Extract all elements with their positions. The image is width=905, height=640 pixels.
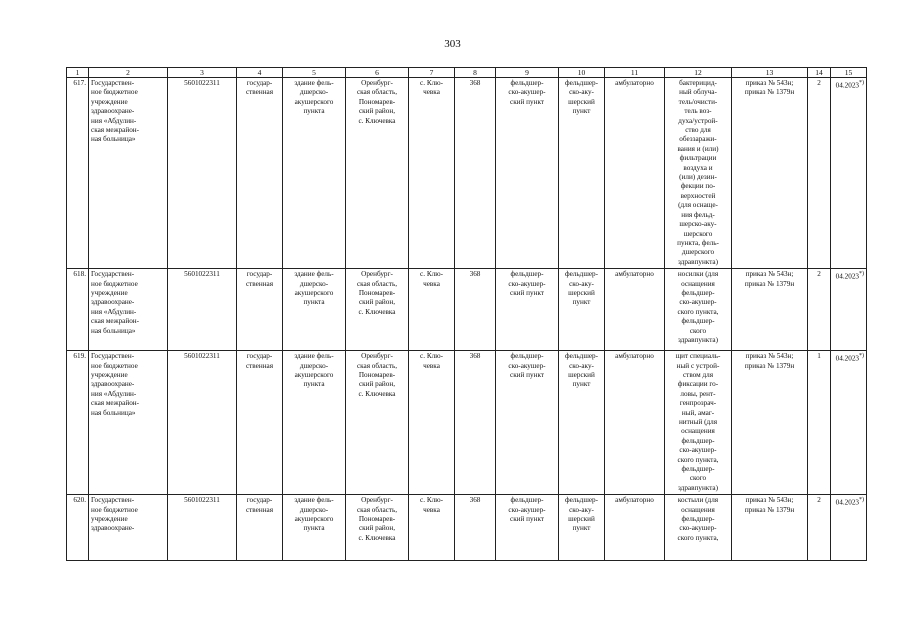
- settlement: с. Клю- чевка: [409, 351, 455, 495]
- inn-code: 5601022311: [168, 495, 237, 561]
- table-row: [67, 269, 867, 351]
- column-number: 13: [732, 68, 808, 78]
- column-number: 7: [409, 68, 455, 78]
- care-conditions: амбулаторно: [605, 351, 665, 495]
- table-row: [67, 351, 867, 495]
- footnote-mark: *): [859, 497, 864, 504]
- care-conditions: амбулаторно: [605, 495, 665, 561]
- facility-type: фельдшер- ско-акушер- ский пункт: [496, 269, 559, 351]
- column-number: 14: [808, 68, 831, 78]
- building-name: здание фель- дшерско- акушерского пункта: [283, 495, 346, 561]
- address: Оренбург- ская область, Пономарев- ский район, с. Ключевка: [346, 495, 409, 561]
- organization-name: Государствен- ное бюджетное учреждение здравоохране- ния «Абдулин- ская межрайон- ная больница»: [89, 78, 168, 269]
- column-number: 9: [496, 68, 559, 78]
- register-table: [66, 67, 867, 561]
- address: Оренбург- ская область, Пономарев- ский район, с. Ключевка: [346, 269, 409, 351]
- column-number: 1: [67, 68, 89, 78]
- settlement: с. Клю- чевка: [409, 269, 455, 351]
- delivery-date: 04.2023*): [831, 269, 867, 351]
- population: 368: [455, 351, 496, 495]
- equipment-name: носилки (для оснащения фельдшер- ско-акушер- ского пункта, фельдшер- ского здравпункта): [665, 269, 732, 351]
- population: 368: [455, 78, 496, 269]
- column-number: 8: [455, 68, 496, 78]
- care-conditions: амбулаторно: [605, 269, 665, 351]
- population: 368: [455, 495, 496, 561]
- ownership-form: государ- ственная: [237, 351, 283, 495]
- quantity: 2: [808, 495, 831, 561]
- regulatory-order: приказ № 543н; приказ № 1379н: [732, 269, 808, 351]
- facility-type: фельдшер- ско-акушер- ский пункт: [496, 351, 559, 495]
- row-number: 617.: [67, 78, 89, 269]
- footnote-mark: *): [859, 353, 864, 360]
- structural-unit: фельдшер- ско-аку- шерский пункт: [559, 78, 605, 269]
- table-row: [67, 78, 867, 269]
- structural-unit: фельдшер- ско-аку- шерский пункт: [559, 269, 605, 351]
- regulatory-order: приказ № 543н; приказ № 1379н: [732, 495, 808, 561]
- footnote-mark: *): [859, 271, 864, 278]
- column-number: 5: [283, 68, 346, 78]
- column-number: 6: [346, 68, 409, 78]
- row-number: 620.: [67, 495, 89, 561]
- row-number: 618.: [67, 269, 89, 351]
- column-number: 3: [168, 68, 237, 78]
- population: 368: [455, 269, 496, 351]
- delivery-date: 04.2023*): [831, 495, 867, 561]
- inn-code: 5601022311: [168, 351, 237, 495]
- address: Оренбург- ская область, Пономарев- ский район, с. Ключевка: [346, 351, 409, 495]
- column-number: 12: [665, 68, 732, 78]
- quantity: 2: [808, 78, 831, 269]
- column-number: 15: [831, 68, 867, 78]
- quantity: 1: [808, 351, 831, 495]
- table-row: [67, 495, 867, 561]
- ownership-form: государ- ственная: [237, 269, 283, 351]
- delivery-date: 04.2023*): [831, 351, 867, 495]
- delivery-date: 04.2023*): [831, 78, 867, 269]
- quantity: 2: [808, 269, 831, 351]
- building-name: здание фель- дшерско- акушерского пункта: [283, 351, 346, 495]
- organization-name: Государствен- ное бюджетное учреждение здравоохране- ния «Абдулин- ская межрайон- ная больница»: [89, 269, 168, 351]
- inn-code: 5601022311: [168, 269, 237, 351]
- column-number: 11: [605, 68, 665, 78]
- ownership-form: государ- ственная: [237, 495, 283, 561]
- organization-name: Государствен- ное бюджетное учреждение здравоохране-: [89, 495, 168, 561]
- structural-unit: фельдшер- ско-аку- шерский пункт: [559, 495, 605, 561]
- column-number: 4: [237, 68, 283, 78]
- column-number: 2: [89, 68, 168, 78]
- regulatory-order: приказ № 543н; приказ № 1379н: [732, 351, 808, 495]
- organization-name: Государствен- ное бюджетное учреждение здравоохране- ния «Абдулин- ская межрайон- ная больница»: [89, 351, 168, 495]
- ownership-form: государ- ственная: [237, 78, 283, 269]
- building-name: здание фель- дшерско- акушерского пункта: [283, 269, 346, 351]
- settlement: с. Клю- чевка: [409, 78, 455, 269]
- page-number: 303: [444, 38, 461, 50]
- column-number: 10: [559, 68, 605, 78]
- equipment-name: костыли (для оснащения фельдшер- ско-акушер- ского пункта,: [665, 495, 732, 561]
- facility-type: фельдшер- ско-акушер- ский пункт: [496, 78, 559, 269]
- structural-unit: фельдшер- ско-аку- шерский пункт: [559, 351, 605, 495]
- care-conditions: амбулаторно: [605, 78, 665, 269]
- column-number-row: [67, 68, 867, 78]
- equipment-name: щит специаль- ный с устрой- ством для фиксации го- ловы, рент- генпрозрач- ный, амаг- нитный (для оснащения фельдшер- ско-акушер- ского пункта, фельдшер- ского здравпункта): [665, 351, 732, 495]
- regulatory-order: приказ № 543н; приказ № 1379н: [732, 78, 808, 269]
- building-name: здание фель- дшерско- акушерского пункта: [283, 78, 346, 269]
- row-number: 619.: [67, 351, 89, 495]
- footnote-mark: *): [859, 80, 864, 86]
- facility-type: фельдшер- ско-акушер- ский пункт: [496, 495, 559, 561]
- equipment-name: бактерицид- ный облуча- тель/очисти- тель воз- духа/устрой- ство для обеззаражи- вания и (или) фильтрации воздуха и (или) дезин- фекции по- верхностей (для оснаще- ния фельд- шерско-аку- шерского пункта, фель- дшерского здравпункта): [665, 78, 732, 269]
- settlement: с. Клю- чевка: [409, 495, 455, 561]
- address: Оренбург- ская область, Пономарев- ский район, с. Ключевка: [346, 78, 409, 269]
- inn-code: 5601022311: [168, 78, 237, 269]
